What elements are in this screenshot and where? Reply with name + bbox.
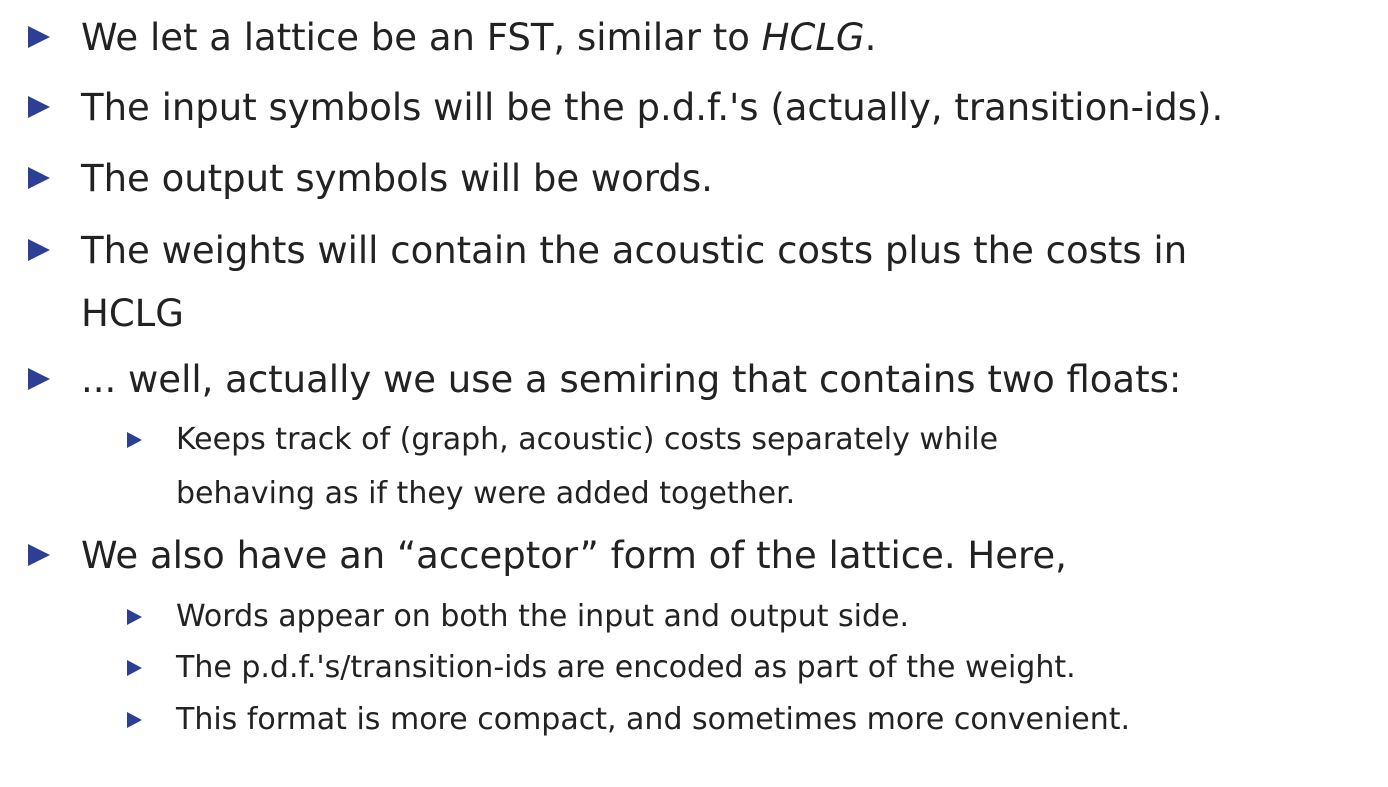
bullet-text: ... well, actually we use a semiring that contains two floats: (81, 358, 1182, 401)
bullet-text-part: We let a lattice be an FST, similar to (81, 16, 762, 59)
bullet-triangle-icon (28, 368, 50, 390)
sub-bullet-triangle-icon (127, 432, 142, 448)
sub-bullet-triangle-icon (127, 712, 142, 728)
sub-bullet-text: Keeps track of (graph, acoustic) costs separately while (176, 422, 999, 457)
bullet-triangle-icon (28, 239, 50, 261)
bullet-text: The output symbols will be words. (81, 157, 713, 200)
bullet-text: HCLG (81, 292, 184, 335)
bullet-text (81, 14, 876, 62)
sub-bullet-text: behaving as if they were added together. (176, 476, 796, 511)
sub-bullet-text: This format is more compact, and sometimes more convenient. (176, 702, 1131, 737)
sub-bullet-triangle-icon (127, 609, 142, 625)
sub-bullet-text: The p.d.f.'s/transition-ids are encoded as part of the weight. (176, 650, 1076, 685)
bullet-text: We also have an “acceptor” form of the lattice. Here, (81, 534, 1067, 577)
bullet-triangle-icon (28, 544, 50, 566)
bullet-text: The weights will contain the acoustic costs plus the costs in (81, 229, 1188, 272)
bullet-text-part: . (864, 16, 877, 59)
sub-bullet-text: Words appear on both the input and output side. (176, 599, 910, 634)
sub-bullet-triangle-icon (127, 660, 142, 676)
bullet-triangle-icon (28, 26, 50, 48)
bullet-text-italic: HCLG (761, 16, 865, 59)
bullet-text: The input symbols will be the p.d.f.'s (actually, transition-ids). (81, 86, 1224, 129)
bullet-triangle-icon (28, 96, 50, 118)
bullet-triangle-icon (28, 167, 50, 189)
